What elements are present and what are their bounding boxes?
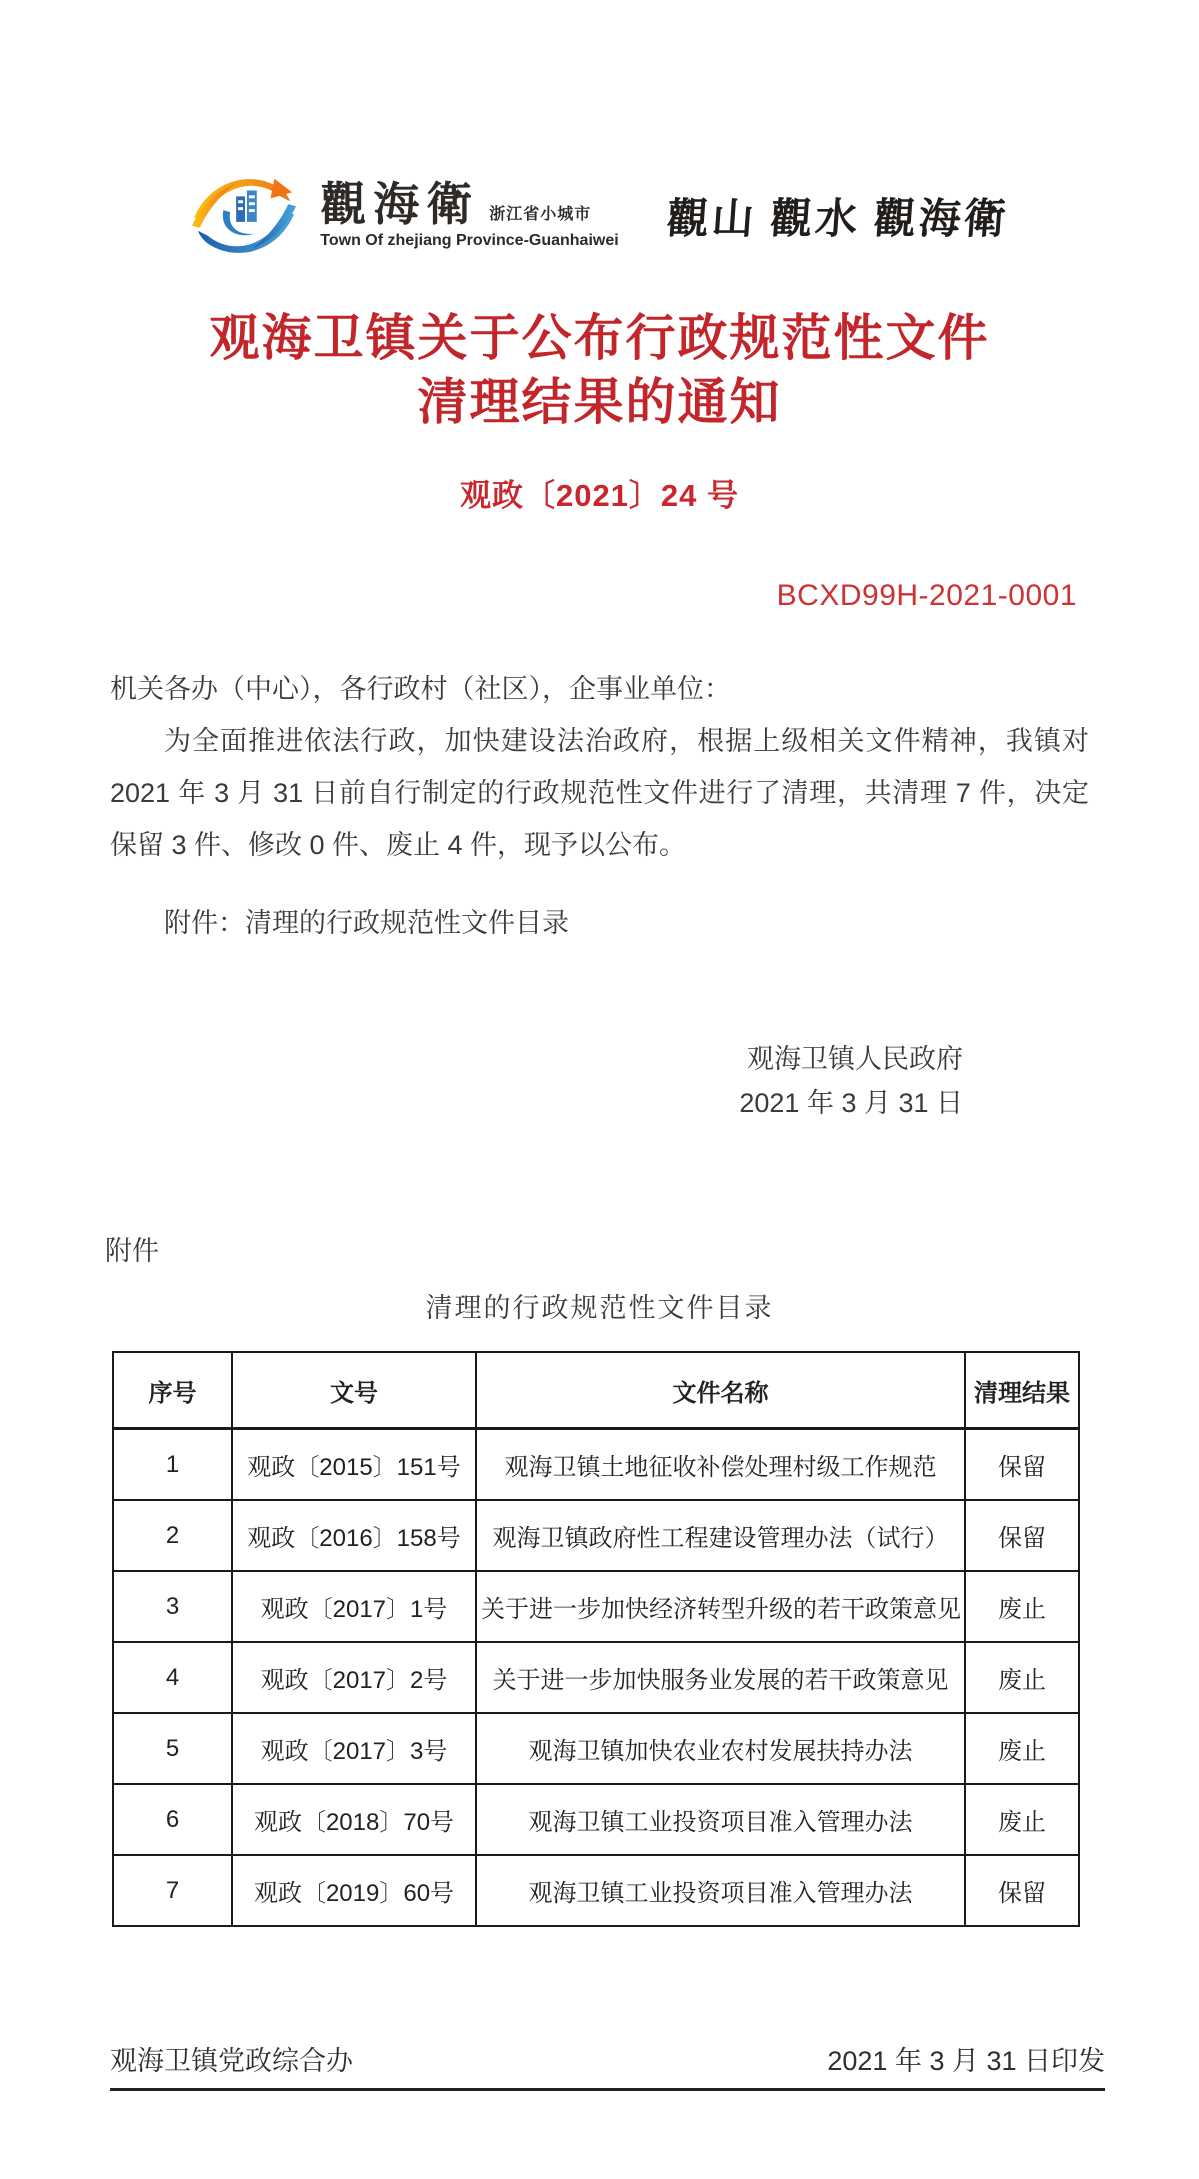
document-number: 观政〔2021〕24 号 — [459, 478, 740, 513]
logo-region-label: 浙江省小城市 — [489, 206, 592, 223]
cell-seq: 1 — [113, 1429, 232, 1501]
table-row — [113, 1713, 1079, 1784]
col-header-result: 清理结果 — [965, 1352, 1079, 1429]
cell-result: 保留 — [965, 1429, 1079, 1501]
cell-docno: 观政〔2017〕3号 — [232, 1713, 476, 1784]
salutation-line: 机关各办（中心），各行政村（社区），企事业单位： — [110, 674, 731, 704]
table-row — [113, 1642, 1079, 1713]
footer — [110, 2039, 1105, 2091]
cell-seq: 4 — [113, 1642, 232, 1713]
table-row — [113, 1429, 1079, 1501]
cell-seq: 2 — [113, 1500, 232, 1571]
col-header-name: 文件名称 — [476, 1352, 965, 1429]
cell-result: 废止 — [965, 1713, 1079, 1784]
cell-docno: 观政〔2018〕70号 — [232, 1784, 476, 1855]
cell-seq: 3 — [113, 1571, 232, 1642]
cell-name: 关于进一步加快经济转型升级的若干政策意见 — [476, 1571, 965, 1642]
cell-docno: 观政〔2016〕158号 — [232, 1500, 476, 1571]
document-title — [0, 306, 1199, 434]
document-title-line1: 观海卫镇关于公布行政规范性文件 — [209, 310, 990, 366]
logo-text-block — [320, 179, 619, 250]
header — [0, 0, 1199, 264]
cell-result: 保留 — [965, 1855, 1079, 1926]
attachment-note: 附件：清理的行政规范性文件目录 — [164, 908, 569, 938]
cell-result: 废止 — [965, 1642, 1079, 1713]
cell-docno: 观政〔2017〕2号 — [232, 1642, 476, 1713]
signature-issuer: 观海卫镇人民政府 — [747, 1044, 963, 1074]
table-row — [113, 1855, 1079, 1926]
cell-docno: 观政〔2015〕151号 — [232, 1429, 476, 1501]
logo-slogan: 觀山 觀水 觀海衛 — [664, 197, 1011, 243]
guanhaiwei-logo-icon — [190, 168, 298, 264]
cell-name: 关于进一步加快服务业发展的若干政策意见 — [476, 1642, 965, 1713]
table-row — [113, 1571, 1079, 1642]
table-header-row — [113, 1352, 1079, 1429]
col-header-seq: 序号 — [113, 1352, 232, 1429]
logo-name-en: Town Of zhejiang Province-Guanhaiwei — [320, 232, 619, 249]
cell-seq: 5 — [113, 1713, 232, 1784]
col-header-docno: 文号 — [232, 1352, 476, 1429]
cell-name: 观海卫镇政府性工程建设管理办法（试行） — [476, 1500, 965, 1571]
cell-name: 观海卫镇工业投资项目准入管理办法 — [476, 1855, 965, 1926]
reference-code: BCXD99H-2021-0001 — [776, 579, 1077, 612]
signature-date: 2021 年 3 月 31 日 — [739, 1088, 963, 1118]
table-row — [113, 1784, 1079, 1855]
document-body — [110, 663, 1089, 949]
cell-seq: 7 — [113, 1855, 232, 1926]
cell-name: 观海卫镇工业投资项目准入管理办法 — [476, 1784, 965, 1855]
table-row — [113, 1500, 1079, 1571]
cell-name: 观海卫镇土地征收补偿处理村级工作规范 — [476, 1429, 965, 1501]
footer-office: 观海卫镇党政综合办 — [110, 2046, 353, 2076]
logo-name-zh: 觀海衛 — [320, 179, 480, 230]
cell-result: 保留 — [965, 1500, 1079, 1571]
attachment-section-label: 附件 — [105, 1236, 159, 1266]
cell-seq: 6 — [113, 1784, 232, 1855]
cleanup-results-table — [112, 1351, 1080, 1927]
body-paragraph: 为全面推进依法行政，加快建设法治政府，根据上级相关文件精神，我镇对 2021 年 3 月 31 日前自行制定的行政规范性文件进行了清理，共清理 7 件，决定保留 3 件、修改 0 件、废止 4 件，现予以公布。 — [110, 726, 1089, 860]
footer-print-date: 2021 年 3 月 31 日印发 — [827, 2046, 1105, 2076]
attachment-table-title: 清理的行政规范性文件目录 — [425, 1293, 774, 1323]
cell-result: 废止 — [965, 1784, 1079, 1855]
document-title-line2: 清理结果的通知 — [417, 374, 782, 430]
signature-block — [0, 1037, 963, 1125]
cell-result: 废止 — [965, 1571, 1079, 1642]
cell-docno: 观政〔2017〕1号 — [232, 1571, 476, 1642]
cell-name: 观海卫镇加快农业农村发展扶持办法 — [476, 1713, 965, 1784]
cell-docno: 观政〔2019〕60号 — [232, 1855, 476, 1926]
